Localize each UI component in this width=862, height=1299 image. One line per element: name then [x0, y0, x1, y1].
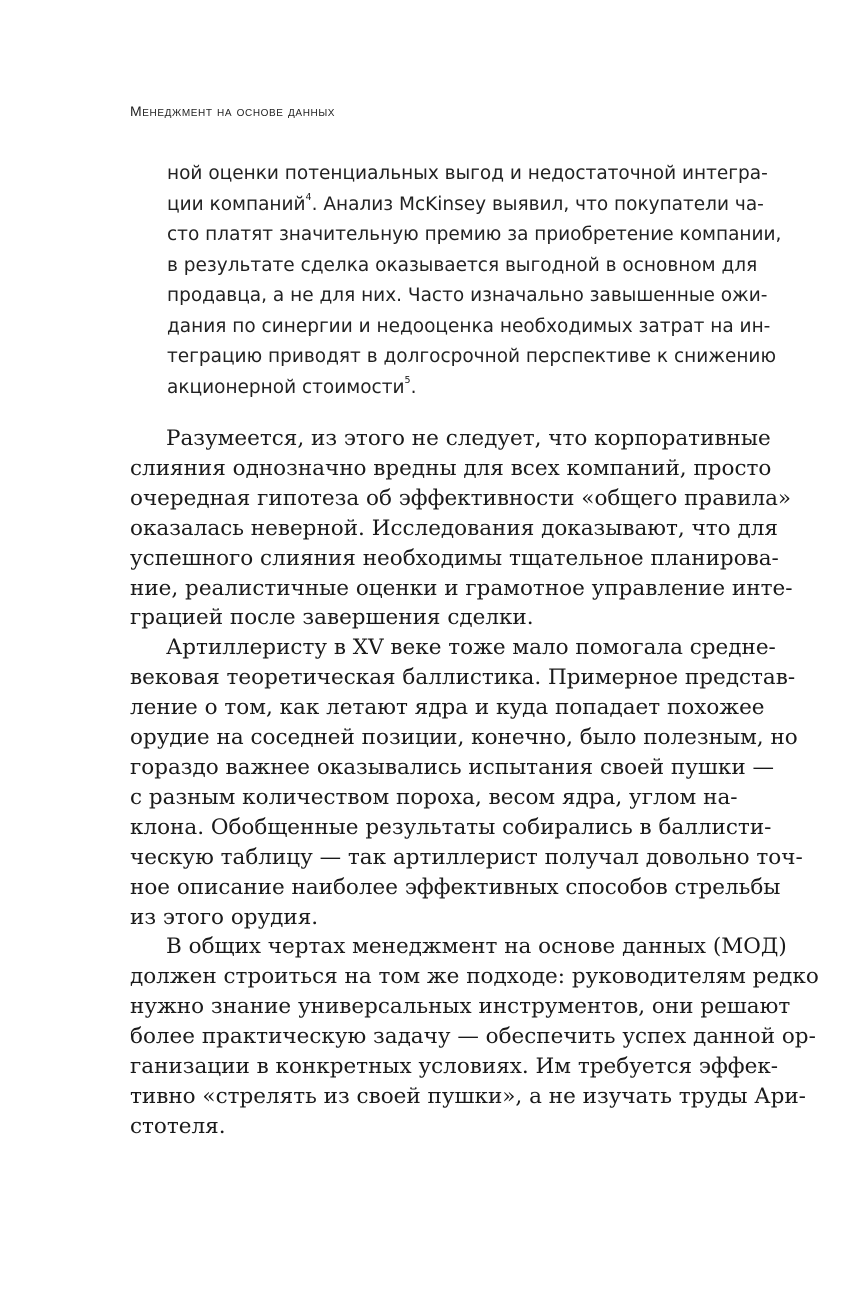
- text-line: ние, реалистичные оценки и грамотное управление инте-: [130, 575, 793, 601]
- footnote-ref[interactable]: 4: [305, 192, 312, 204]
- text-line: ное описание наиболее эффективных способов стрельбы: [130, 874, 781, 900]
- paragraph: [130, 424, 793, 633]
- text-line: грацией после завершения сделки.: [130, 605, 534, 631]
- body-text: [130, 424, 819, 1142]
- text-line: сто платят значительную премию за приобретение компании,: [167, 224, 782, 245]
- text-line: успешного слияния необходимы тщательное планирова-: [130, 545, 779, 571]
- running-header: Менеджмент на основе данных: [130, 103, 336, 119]
- text-line: с разным количеством пороха, весом ядра, углом на-: [130, 784, 738, 810]
- text-line: Артиллеристу в XV веке тоже мало помогала средне-: [166, 635, 776, 661]
- text-line: акционерной стоимости$^5$.: [167, 375, 417, 398]
- text-line: продавца, а не для них. Часто изначально завышенные ожи-: [167, 285, 768, 306]
- text-line: более практическую задачу — обеспечить успех данной ор-: [130, 1024, 816, 1050]
- text-line: дания по синергии и недооценка необходимых затрат на ин-: [167, 315, 771, 337]
- text-line: должен строиться на том же подходе: руководителям редко: [130, 964, 819, 990]
- text-line: гораздо важнее оказывались испытания своей пушки —: [130, 754, 775, 780]
- text-line: ной оценки потенциальных выгод и недостаточной интегра-: [167, 163, 768, 184]
- text-line: клона. Обобщенные результаты собирались в баллисти-: [130, 814, 772, 840]
- text-line: тивно «стрелять из своей пушки», а не изучать труды Ари-: [130, 1083, 806, 1109]
- text-line: В общих чертах менеджмент на основе данных (МОД): [166, 934, 787, 960]
- text-line: теграцию приводят в долгосрочной перспективе к снижению: [167, 346, 777, 367]
- text-line: стотеля.: [130, 1113, 226, 1139]
- paragraph: [130, 932, 819, 1141]
- text-line: нужно знание универсальных инструментов, они решают: [130, 994, 791, 1020]
- footnote-ref[interactable]: 5: [404, 375, 411, 387]
- text-line: в результате сделка оказывается выгодной в основном для: [167, 254, 758, 276]
- text-line: орудие на соседней позиции, конечно, было полезным, но: [130, 725, 798, 751]
- text-line: слияния однозначно вредны для всех компаний, просто: [130, 455, 772, 481]
- text-line: ции компаний$^4$. Анализ McKinsey выявил, что покупатели ча-: [167, 192, 764, 215]
- quote-block: [167, 159, 782, 403]
- text-line: ческую таблицу — так артиллерист получал довольно точ-: [130, 844, 803, 870]
- text-line: из этого орудия.: [130, 904, 319, 930]
- text-line: оказалась неверной. Исследования доказывают, что для: [130, 515, 778, 541]
- text-line: Разумеется, из этого не следует, что корпоративные: [166, 426, 771, 451]
- text-line: ганизации в конкретных условиях. Им требуется эффек-: [130, 1054, 779, 1080]
- text-line: ление о том, как летают ядра и куда попадает похожее: [130, 695, 765, 721]
- text-line: очередная гипотеза об эффективности «общего правила»: [130, 485, 792, 511]
- text-line: вековая теоретическая баллистика. Примерное представ-: [130, 665, 796, 691]
- paragraph: [130, 633, 803, 932]
